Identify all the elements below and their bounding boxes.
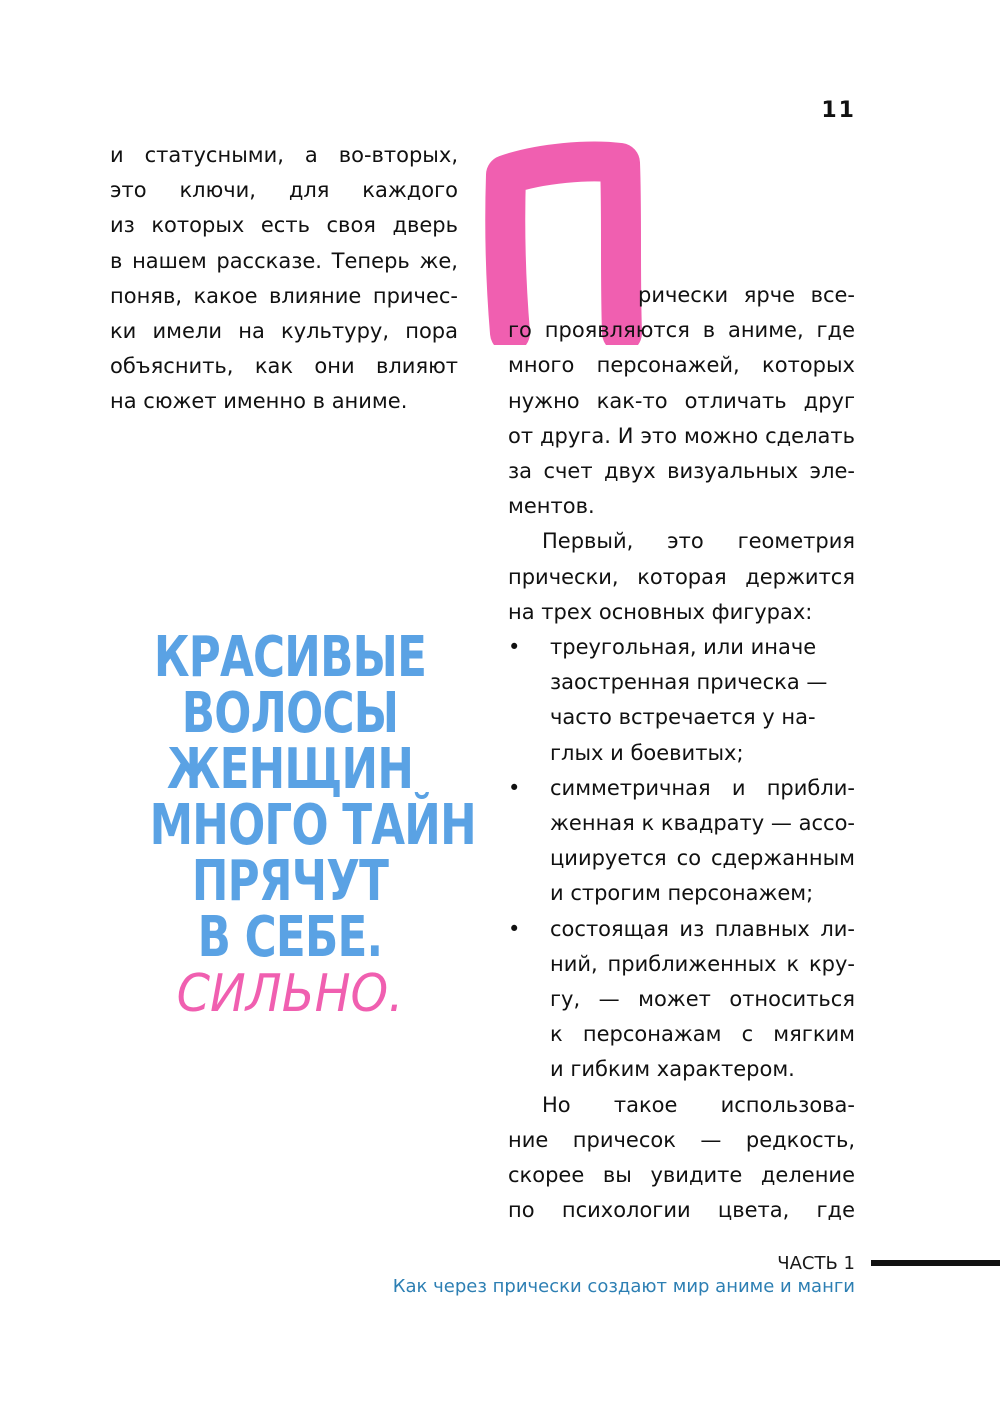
quote-line: МНОГО ТАЙН [149,793,476,858]
text-line: го проявляются в аниме, где [508,318,855,343]
bullet-icon: • [508,635,521,660]
quote-line: В СЕБЕ. [197,905,383,970]
text-line: Первый, это геометрия [542,529,855,554]
quote-line: ЖЕНЩИН [166,737,414,802]
text-line: в нашем рассказе. Теперь же, [110,248,458,273]
quote-line: ВОЛОСЫ [181,681,399,746]
text-line: часто встречается у на- [550,705,816,730]
text-line: и гибким характером. [550,1057,795,1082]
text-line: это ключи, для каждого [110,178,458,203]
bullet-icon: • [508,775,521,800]
list-item [508,630,855,771]
left-column-text [110,138,458,420]
footer-divider [871,1260,1000,1266]
text-line: Но такое использова- [542,1092,855,1117]
list-item [508,771,855,912]
list-item [508,912,855,1088]
footer-chapter-title: Как через прически создают мир аниме и манги [392,1276,855,1297]
text-line: ментов. [508,494,595,519]
text-line: на сюжет именно в аниме. [110,389,408,414]
text-line: симметричная и прибли- [550,775,855,800]
text-line: треугольная, или иначе [550,635,817,660]
text-line: ние причесок — редкость, [508,1127,855,1152]
text-line: и статусными, а во-вторых, [110,143,458,167]
text-line: гу, — может относиться [550,987,855,1012]
page-number: 11 [821,98,856,123]
quote-line: ПРЯЧУТ [191,849,389,914]
text-line: к персонажам с мягким [550,1022,855,1047]
text-line: рически ярче все- [638,283,855,307]
text-line: прически, которая держится [508,564,855,589]
right-column-text [508,278,855,1228]
text-line: и строгим персонажем; [550,881,814,906]
text-line: от друга. И это можно сделать [508,423,855,448]
text-line: циируется со сдержанным [550,846,855,871]
text-line: скорее вы увидите деление [508,1163,855,1188]
text-line: поняв, какое влияние причес- [110,283,458,308]
text-line: ний, приближенных к кру- [550,951,855,976]
text-line: нужно как-то отличать друг [508,388,855,413]
text-line: на трех основных фигурах: [508,599,813,624]
text-line: из которых есть своя дверь [110,213,458,238]
text-line: заостренная прическа — [550,670,828,695]
text-line: женная к квадрату — ассо- [550,811,855,836]
quote-line: КРАСИВЫЕ [153,625,427,690]
text-line: много персонажей, которых [508,353,855,378]
footer-part-label: ЧАСТЬ 1 [777,1253,855,1274]
text-line: состоящая из плавных ли- [550,916,855,941]
text-line: ки имели на культуру, пора [110,319,458,344]
text-line: по психологии цвета, где [508,1198,855,1223]
quote-accent-word: СИЛЬНО. [176,964,404,1024]
pull-quote [110,625,476,1024]
text-line: за счет двух визуальных эле- [508,459,855,484]
text-line: объяснить, как они влияют [110,354,458,379]
text-line: глых и боевитых; [550,740,744,765]
bullet-icon: • [508,916,521,941]
